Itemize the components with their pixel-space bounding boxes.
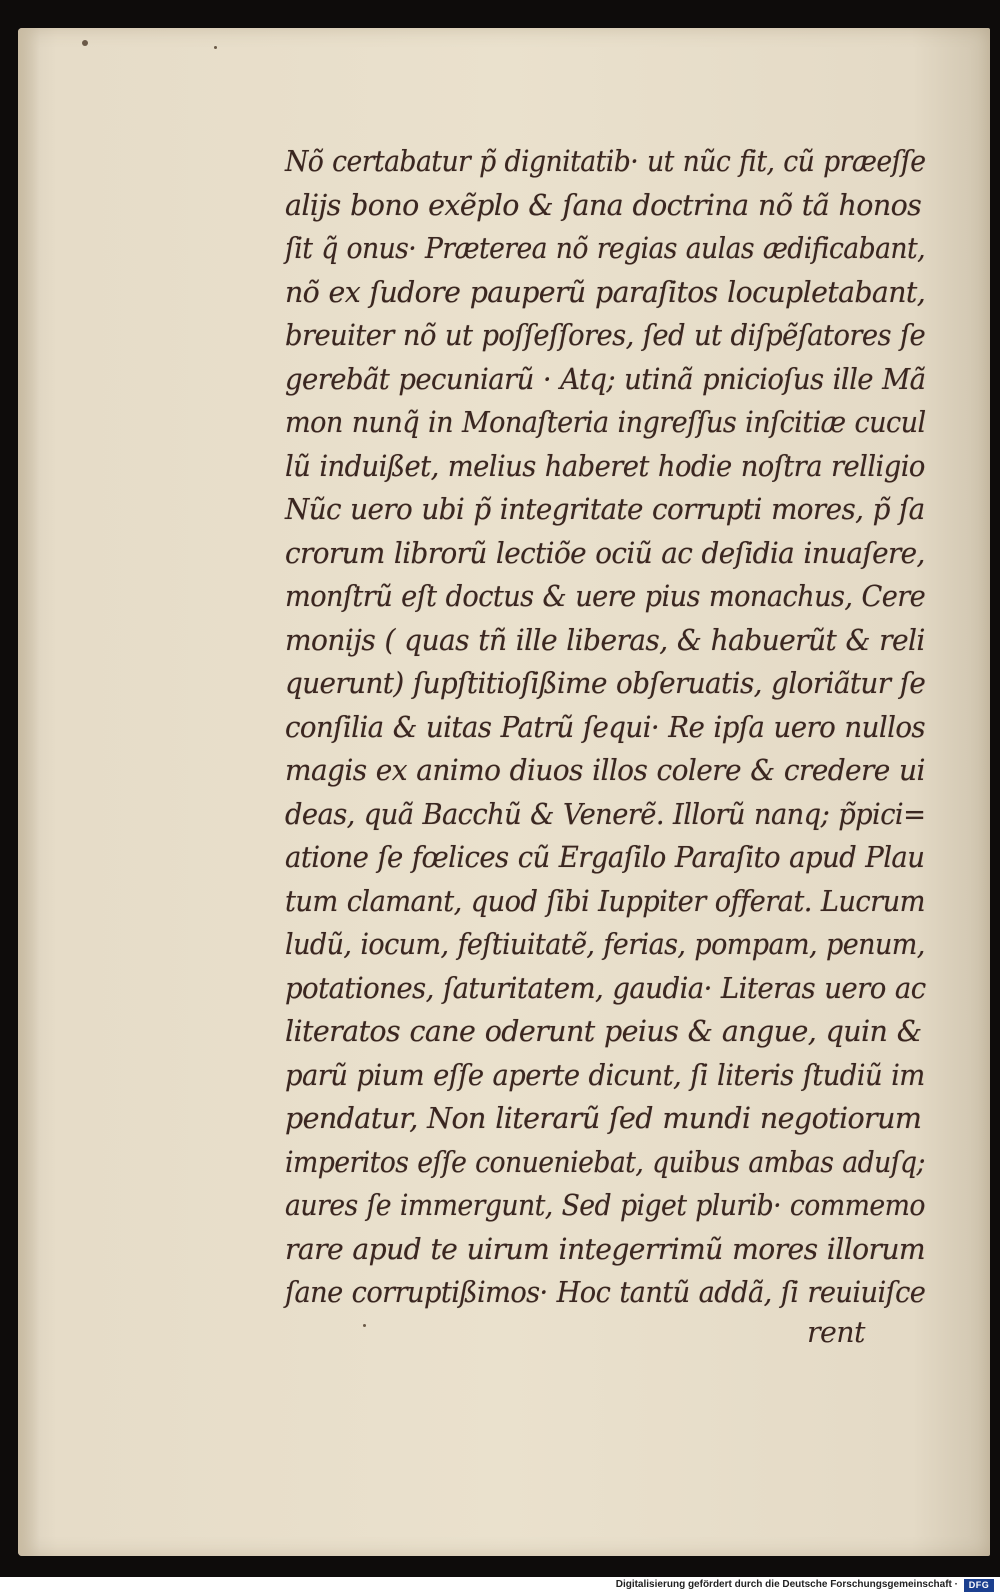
page-gutter-shadow [18,28,40,1556]
body-text [285,140,926,1315]
page-speck [82,40,88,46]
text-line: conſilia & uitas Patrũ ſequi· Re ipſa uero nullos [285,710,926,744]
text-line: alijs bono exẽplo & ſana doctrina nõ tã honos [285,188,922,222]
text-line: Nõ certabatur p̃ dignitatib· ut nũc fit, cũ præeſſe [285,145,926,178]
text-line: deas, quã Bacchũ & Venerẽ. Illorũ nanq; p̃pici= [285,797,926,831]
text-line: nõ ex ſudore pauperũ paraſitos locupletabant, [285,275,926,309]
text-line: crorum librorũ lectiõe ociũ ac deſidia inuaſere, [285,536,925,570]
text-line: monijs ( quas tñ ille liberas, & habuerũt & reli [285,623,925,657]
text-line: ſit q̃ onus· Præterea nõ regias aulas ædificabant, [285,232,926,265]
text-line: mon nunq̃ in Monaſteria ingreſſus inſcitiæ cucul [285,406,926,439]
page-speck [214,46,217,49]
text-line: ſane corruptißimos· Hoc tantũ addã, ſi reuiuiſce [285,1276,926,1309]
text-line: aures ſe immergunt, Sed piget plurib· commemo [285,1189,925,1222]
text-line: monſtrũ eſt doctus & uere pius monachus, Cere [285,580,926,613]
text-line: rare apud te uirum integerrimũ mores illorum [285,1232,926,1266]
text-line: breuiter nõ ut poſſeſſores, ſed ut diſpẽſatores ſe [285,319,926,352]
text-line: ludũ, iocum, feſtiuitatẽ, ferias, pompam, penum, [285,928,925,961]
page-speck [363,1324,366,1327]
dfg-logo-icon: DFG [964,1579,994,1592]
text-line: querunt) ſupſtitioſißime obſeruatis, gloriãtur ſe [285,667,926,700]
text-line: pendatur, Non literarũ ſed mundi negotiorum [285,1102,922,1135]
text-line: parũ pium eſſe aperte dicunt, ſi literis ſtudiũ im [285,1058,925,1092]
text-line: magis ex animo diuos illos colere & credere ui [285,754,925,787]
text-line: gerebãt pecuniarũ · Atq; utinã pnicioſus ille Mã [285,362,926,396]
text-line: Nũc uero ubi p̃ integritate corrupti mores, p̃ ſa [285,493,925,526]
footer-credit: Digitalisierung gefördert durch die Deutsche Forschungsgemeinschaft · [615,1579,958,1590]
text-line: lũ induißet, melius haberet hodie noſtra relligio [285,449,925,483]
text-line: potationes, ſaturitatem, gaudia· Literas uero ac [285,971,926,1005]
text-line: literatos cane oderunt peius & angue, quin & [285,1015,922,1048]
catchword: rent [807,1316,865,1349]
text-line: atione ſe fœlices cũ Ergaſilo Paraſito apud Plau [285,841,925,874]
text-line: tum clamant, quod ſibi Iuppiter offerat. Lucrum [285,884,925,918]
text-line: imperitos eſſe conueniebat, quibus ambas aduſq; [285,1145,925,1179]
